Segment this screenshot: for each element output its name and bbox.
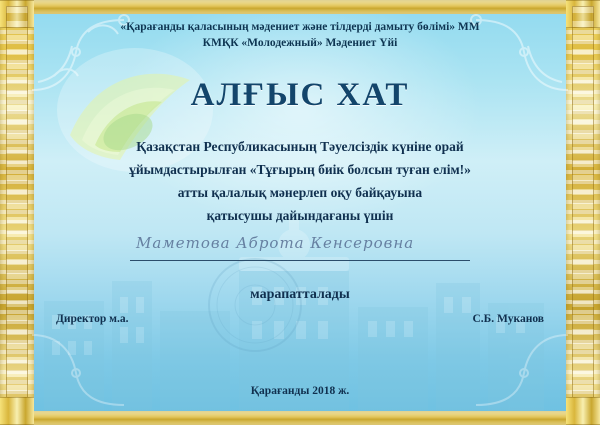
header-line-1: «Қарағанды қаласының мәдениет және тілдерді дамыту бөлімі» ММ — [120, 21, 480, 33]
awarded-label: марапатталады — [250, 286, 350, 302]
body-line-2: ұйымдастырылған «Тұғырың биік болсын туған елім!» — [129, 161, 471, 177]
body-line-4: қатысушы дайындағаны үшін — [206, 207, 394, 223]
header-line-2: КМҚК «Молодежный» Мәдениет Үйі — [202, 36, 398, 49]
bottom-gold-rail — [0, 411, 600, 425]
certificate-title: АЛҒЫС ХАТ — [190, 77, 410, 114]
issuing-organization-header — [46, 20, 554, 51]
certificate-body — [46, 136, 554, 228]
signatory-name: С.Б. Муканов — [472, 313, 544, 325]
recipient-name: Маметова Аброта Кенсеровна — [136, 233, 415, 252]
body-line-1: Қазақстан Республикасының Тәуелсіздік күніне орай — [136, 139, 464, 155]
left-band-pattern — [6, 6, 28, 419]
signatory-position: Директор м.а. — [56, 313, 129, 325]
right-band-pattern — [572, 6, 594, 419]
signature-row — [56, 313, 544, 325]
issue-place-and-date: Қарағанды 2018 ж. — [250, 385, 350, 397]
body-line-3: атты қалалық мәнерлеп оқу байқауына — [177, 184, 423, 200]
recipient-name-line — [130, 233, 470, 261]
certificate-content — [46, 14, 554, 411]
